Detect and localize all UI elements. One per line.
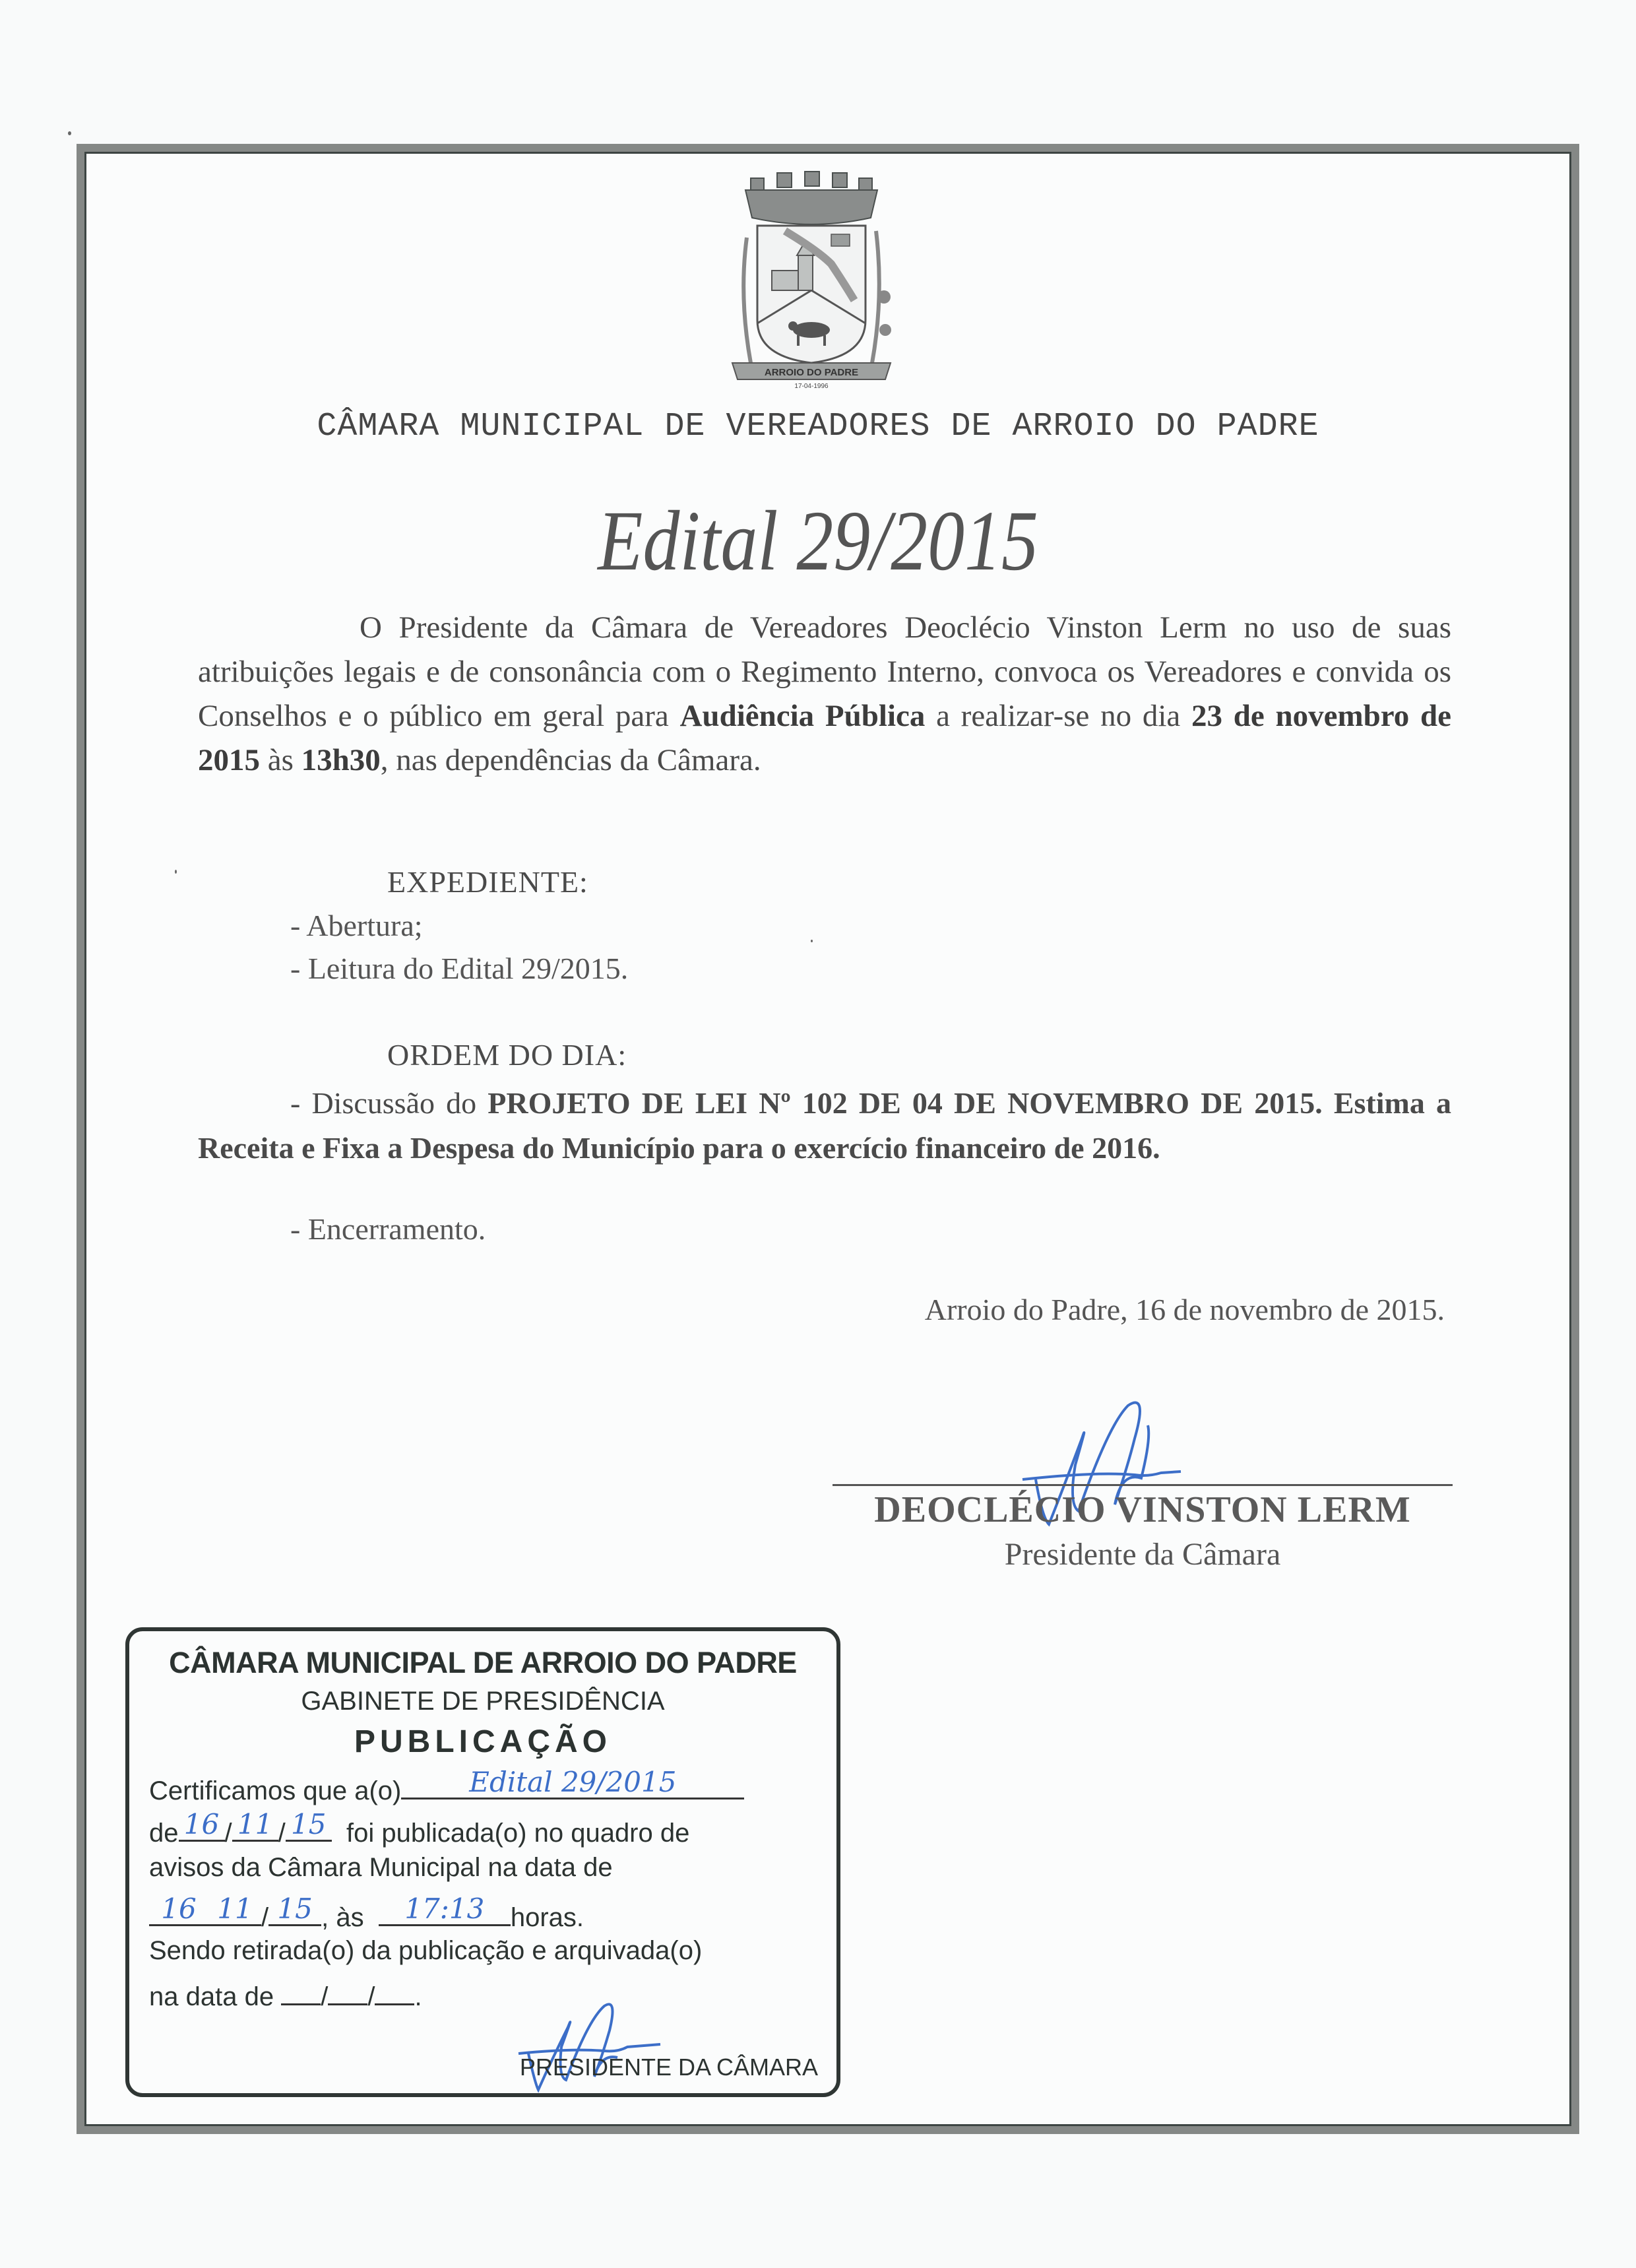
institution-header: CÂMARA MUNICIPAL DE VEREADORES DE ARROIO DO PADRE — [317, 408, 1319, 445]
na-data-label: na data de — [149, 1982, 274, 2011]
expediente-item: - Leitura do Edital 29/2015. — [290, 952, 629, 985]
intro-text: O Presidente da Câmara de Vereadores Deoclécio Vinston Lerm no uso de suas atribuições legais e de consonância com o Regimento Interno, convoca os Vereadores e convida os Conselhos e o público em geral para — [198, 610, 1451, 733]
intro-paragraph — [198, 606, 1451, 783]
published-text: foi publicada(o) no quadro de — [346, 1819, 690, 1848]
doc-date-day: 16 — [183, 1808, 220, 1840]
ordem-do-dia-heading: ORDEM DO DIA: — [387, 1038, 627, 1072]
stamp-certify-line — [149, 1768, 744, 1806]
stamp-office: GABINETE DE PRESIDÊNCIA — [301, 1687, 665, 1716]
coat-of-arms-icon — [719, 165, 904, 389]
scan-speck — [175, 870, 177, 874]
stamp-withdrawn-line — [149, 1936, 702, 1966]
as-label: às — [336, 1903, 364, 1932]
pub-date-year: 15 — [277, 1893, 313, 1925]
pub-time: 17:13 — [404, 1893, 485, 1925]
expediente-heading: EXPEDIENTE: — [387, 865, 588, 899]
document-title: Edital 29/2015 — [598, 494, 1038, 589]
publication-stamp — [125, 1627, 840, 2097]
intro-date: 23 de novembro de 2015 — [198, 699, 1451, 777]
pub-date-month: 11 — [217, 1893, 253, 1925]
horas-label: horas. — [510, 1903, 584, 1932]
intro-event: Audiência Pública — [679, 699, 926, 733]
certify-label: Certificamos que a(o) — [149, 1776, 402, 1805]
intro-text: a realizar-se no dia — [925, 699, 1191, 733]
handwritten-document: Edital 29/2015 — [469, 1766, 677, 1798]
doc-date-month: 11 — [237, 1808, 273, 1840]
place-date: Arroio do Padre, 16 de novembro de 2015. — [924, 1293, 1445, 1326]
intro-time: 13h30 — [301, 743, 381, 777]
intro-text: às — [260, 743, 301, 777]
signatory-role: Presidente da Câmara — [1004, 1537, 1281, 1572]
crest-date: 17-04-1996 — [794, 383, 829, 389]
signatory-name: DEOCLÉCIO VINSTON LERM — [874, 1489, 1411, 1530]
intro-text: , nas dependências da Câmara. — [380, 743, 761, 777]
pub-date-day: 16 — [161, 1893, 197, 1925]
avisos-text: avisos da Câmara Municipal na data de — [149, 1853, 613, 1882]
stamp-doc-date-line: de 16 / 11 / 15 foi publicada(o) no quadro de — [149, 1808, 690, 1848]
agenda-item-prefix: - Discussão do — [290, 1086, 488, 1120]
scan-speck — [68, 131, 71, 135]
expediente-item: - Abertura; — [290, 909, 423, 942]
certify-field — [401, 1768, 744, 1799]
crest-banner-text: ARROIO DO PADRE — [764, 367, 859, 378]
stamp-avisos-line — [149, 1853, 613, 1883]
signature-line — [833, 1484, 1453, 1486]
stamp-footer: PRESIDENTE DA CÂMARA — [519, 2054, 818, 2081]
stamp-pub-date-line: 16 11 / 15 , às 17:13 horas. — [149, 1895, 584, 1933]
de-label: de — [149, 1819, 179, 1848]
ordem-do-dia-item: - Encerramento. — [290, 1212, 486, 1246]
doc-date-year: 15 — [291, 1808, 327, 1840]
stamp-title: PUBLICAÇÃO — [354, 1724, 612, 1759]
stamp-institution: CÂMARA MUNICIPAL DE ARROIO DO PADRE — [169, 1646, 797, 1679]
ordem-do-dia-item — [198, 1081, 1451, 1171]
stamp-withdrawn-date-line: na data de / / . — [149, 1977, 422, 2012]
scan-speck — [811, 940, 813, 942]
withdrawn-text: Sendo retirada(o) da publicação e arquivada(o) — [149, 1936, 703, 1965]
agenda-item-bill: PROJETO DE LEI Nº 102 DE 04 DE NOVEMBRO DE 2015. Estima a Receita e Fixa a Despesa do Município para o exercício financeiro de 2016. — [198, 1086, 1451, 1165]
